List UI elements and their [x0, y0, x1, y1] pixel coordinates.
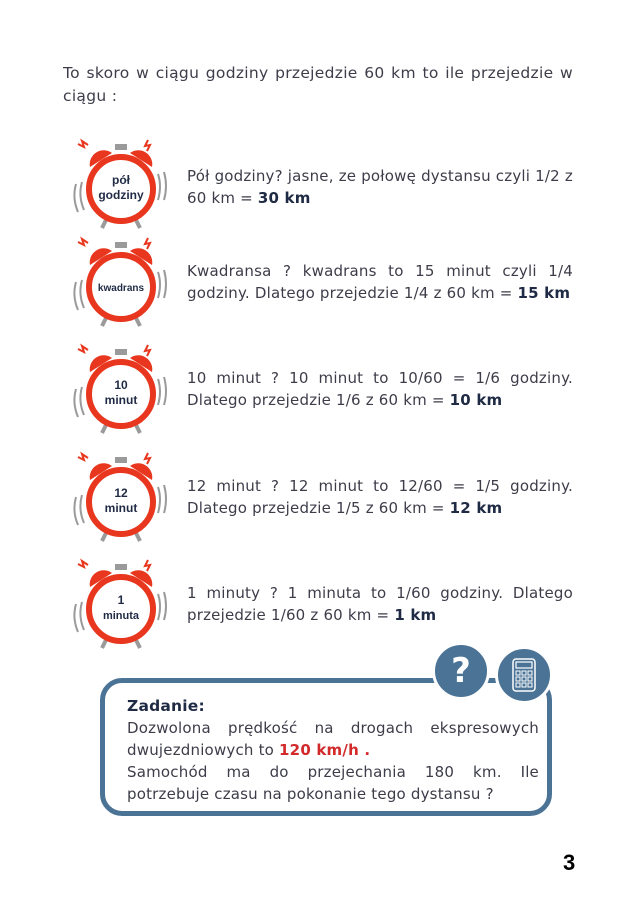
task-content	[127, 695, 539, 805]
row-quarter-hour	[68, 230, 578, 330]
alarm-clock-icon	[68, 552, 173, 652]
answer: 30 km	[257, 189, 311, 207]
task-text: Dozwolona prędkość na drogach ekspresowych dwujezdniowych to 120 km/h .	[127, 719, 539, 759]
svg-text:godziny: godziny	[98, 188, 144, 202]
speed-value: 120 km/h .	[279, 741, 371, 759]
alarm-clock-icon	[68, 132, 173, 232]
svg-text:pół: pół	[112, 173, 130, 187]
svg-text:1: 1	[117, 593, 125, 607]
row-half-hour	[68, 132, 578, 232]
svg-text:minut: minut	[104, 393, 138, 407]
task-box	[100, 678, 552, 816]
svg-text:minut: minut	[104, 501, 138, 515]
page-number: 3	[563, 850, 576, 875]
task-title: Zadanie:	[127, 697, 205, 715]
row-1-minute	[68, 552, 578, 652]
alarm-clock-icon	[68, 337, 173, 437]
alarm-clock-icon	[68, 230, 173, 330]
answer: 15 km	[517, 284, 571, 302]
answer: 10 km	[449, 391, 503, 409]
calculator-badge	[495, 646, 553, 704]
question-badge	[432, 642, 490, 700]
calculator-icon	[498, 649, 550, 701]
row-text: 10 minut ? 10 minut to 10/60 = 1/6 godziny. Dlatego przejedzie 1/6 z 60 km = 10 km	[187, 369, 573, 409]
row-10-minutes	[68, 337, 578, 437]
task-question: Samochód ma do przejechania 180 km. Ile potrzebuje czasu na pokonanie tego dystansu ?	[127, 763, 539, 803]
row-text: 1 minuty ? 1 minuta to 1/60 godziny. Dlatego przejedzie 1/60 z 60 km = 1 km	[187, 584, 573, 624]
svg-text:10: 10	[114, 378, 128, 392]
alarm-clock-icon	[68, 445, 173, 545]
row-text: Kwadransa ? kwadrans to 15 minut czyli 1/4 godziny. Dlatego przejedzie 1/4 z 60 km = 15 km	[187, 262, 573, 302]
answer: 12 km	[449, 499, 503, 517]
svg-text:12: 12	[114, 486, 128, 500]
svg-text:kwadrans: kwadrans	[97, 283, 145, 294]
question-mark-icon: ?	[451, 651, 471, 691]
intro-text: To skoro w ciągu godziny przejedzie 60 km to ile przejedzie w ciągu :	[63, 64, 573, 105]
row-text: 12 minut ? 12 minut to 12/60 = 1/5 godziny. Dlatego przejedzie 1/5 z 60 km = 12 km	[187, 477, 573, 517]
row-text: Pół godziny? jasne, ze połowę dystansu czyli 1/2 z 60 km = 30 km	[187, 167, 573, 207]
answer: 1 km	[394, 606, 437, 624]
row-12-minutes	[68, 445, 578, 545]
svg-text:minuta: minuta	[102, 610, 140, 622]
